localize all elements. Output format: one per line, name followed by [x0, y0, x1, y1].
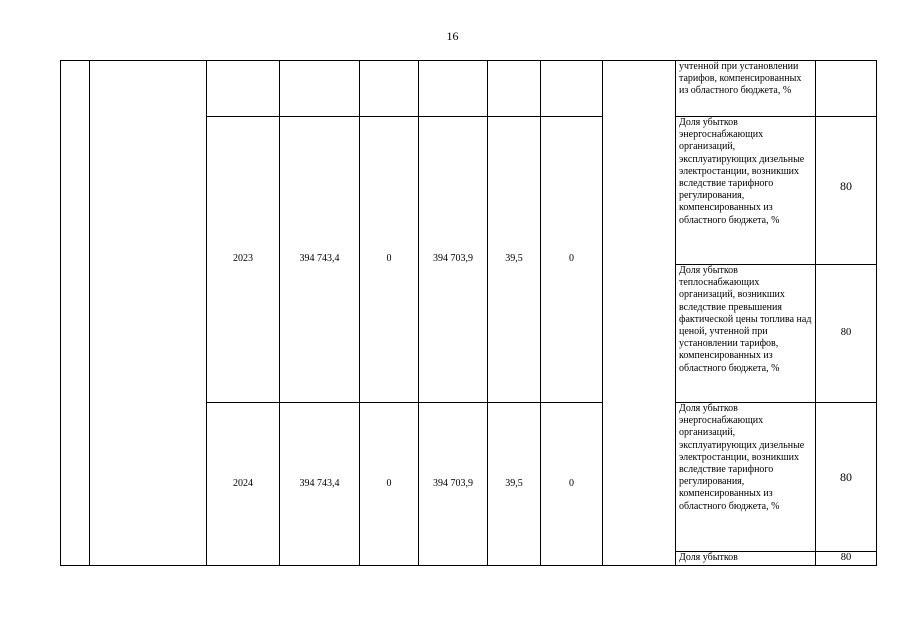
indicator-text: Доля убытков энергоснабжающих организаций, эксплуатирующих дизельные электростанции, возникших вследствие тарифного регулирования, компенсированных из областного бюджета, %	[676, 403, 816, 552]
indicator-text: учтенной при установлении тарифов, компенсированных из областного бюджета, %	[676, 61, 816, 117]
local-budget-cell: 39,5	[488, 117, 541, 403]
total-amount-cell: 394 743,4	[280, 403, 360, 566]
year-cell: 2024	[207, 403, 280, 566]
federal-budget-cell: 0	[360, 403, 419, 566]
empty-cell	[280, 61, 360, 117]
number-cell	[61, 61, 90, 566]
indicator-value: 80	[816, 265, 877, 403]
page-number: 16	[446, 29, 459, 43]
regional-budget-cell: 394 703,9	[419, 117, 488, 403]
federal-budget-cell: 0	[360, 117, 419, 403]
indicator-text: Доля убытков энергоснабжающих организаций, эксплуатирующих дизельные электростанции, возникших вследствие тарифного регулирования, компенсированных из областного бюджета, %	[676, 117, 816, 265]
indicator-value	[816, 61, 877, 117]
empty-cell	[207, 61, 280, 117]
year-cell: 2023	[207, 117, 280, 403]
indicator-text: Доля убытков теплоснабжающих организаций, возникших вследствие превышения фактической цены топлива над ценой, учтенной при установлении тарифов, компенсированных из областного бюджета, %	[676, 265, 816, 403]
other-sources-cell: 0	[541, 117, 603, 403]
executor-cell	[603, 61, 676, 566]
empty-cell	[360, 61, 419, 117]
activity-name-cell	[90, 61, 207, 566]
budget-table	[60, 60, 877, 566]
local-budget-cell: 39,5	[488, 403, 541, 566]
empty-cell	[488, 61, 541, 117]
empty-cell	[541, 61, 603, 117]
indicator-value: 80	[816, 117, 877, 265]
regional-budget-cell: 394 703,9	[419, 403, 488, 566]
empty-cell	[419, 61, 488, 117]
indicator-value: 80	[816, 403, 877, 552]
total-amount-cell: 394 743,4	[280, 117, 360, 403]
indicator-text: Доля убытков	[676, 552, 816, 566]
table-row	[61, 61, 877, 117]
other-sources-cell: 0	[541, 403, 603, 566]
indicator-value: 80	[816, 552, 877, 566]
